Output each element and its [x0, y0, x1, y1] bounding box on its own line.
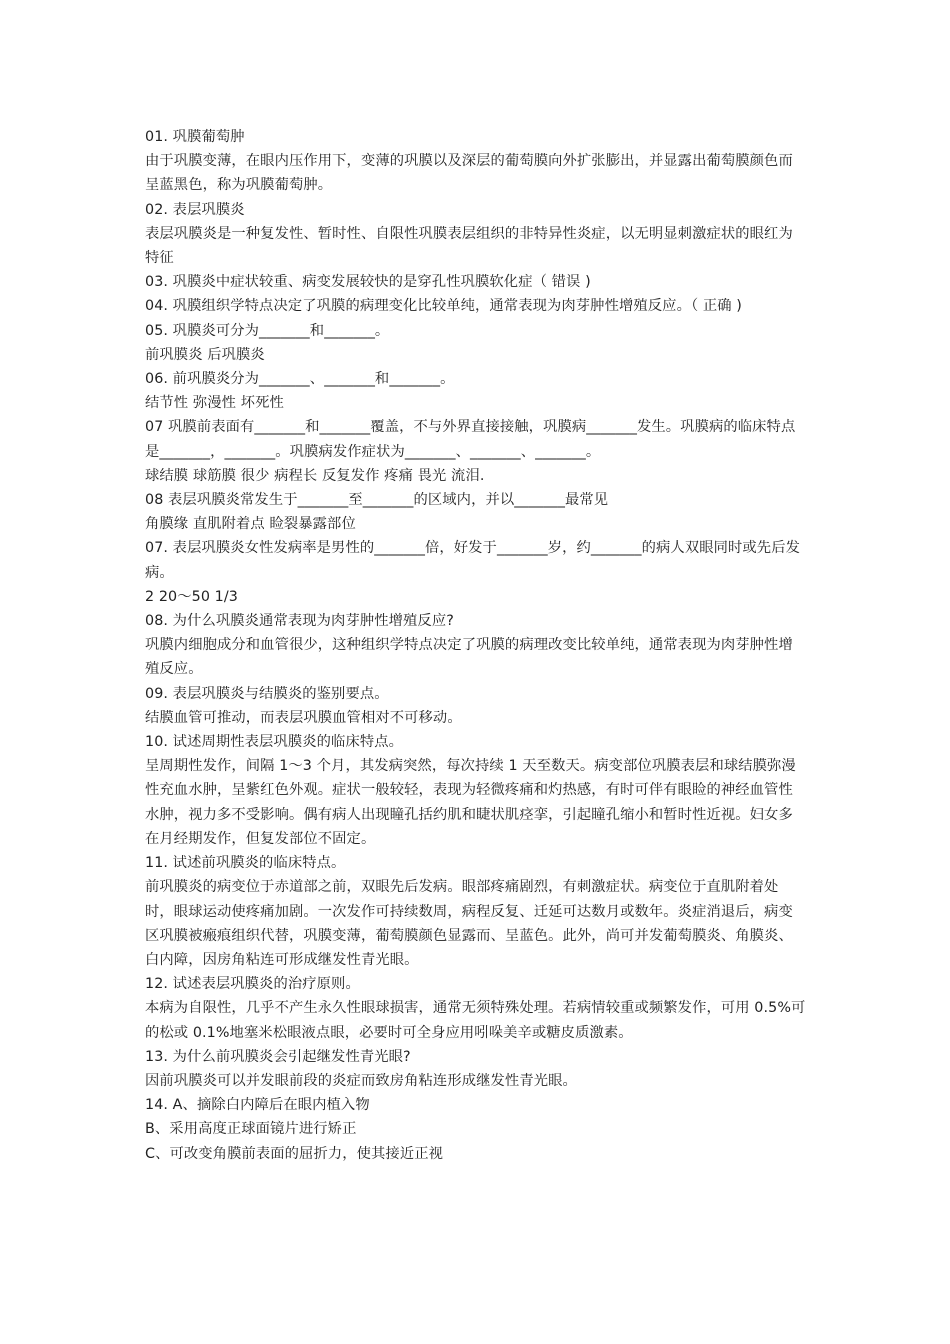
text-line: 13. 为什么前巩膜炎会引起继发性青光眼?	[145, 1048, 411, 1065]
text-line: 08. 为什么巩膜炎通常表现为肉芽肿性增殖反应?	[145, 613, 454, 630]
text-line: 08 表层巩膜炎常发生于_______至_______的区域内，并以_______最常见	[145, 492, 609, 509]
text-line: C、可改变角膜前表面的屈折力，使其接近正视	[145, 1145, 444, 1162]
text-line: 14. A、摘除白内障后在眼内植入物	[145, 1097, 370, 1114]
text-line: 05. 巩膜炎可分为_______和_______。	[145, 322, 390, 339]
document-body	[145, 125, 807, 1166]
text-line: 10. 试述周期性表层巩膜炎的临床特点。	[145, 734, 404, 751]
text-line: 09. 表层巩膜炎与结膜炎的鉴别要点。	[145, 685, 389, 702]
text-line: 04. 巩膜组织学特点决定了巩膜的病理变化比较单纯，通常表现为肉芽肿性增殖反应。（ 正确 )	[145, 298, 742, 315]
text-line: 结膜血管可推动，而表层巩膜血管相对不可移动。	[145, 709, 462, 726]
text-line: 因前巩膜炎可以并发眼前段的炎症而致房角粘连形成继发性青光眼。	[145, 1072, 577, 1089]
text-line: 结节性 弥漫性 坏死性	[145, 395, 284, 412]
text-line: 前巩膜炎 后巩膜炎	[145, 346, 265, 363]
text-line: 02. 表层巩膜炎	[145, 201, 245, 218]
text-line: 表层巩膜炎是一种复发性、暂时性、自限性巩膜表层组织的非特异性炎症，以无明显刺激症状的眼红为特征	[145, 225, 793, 267]
text-line: 本病为自限性，几乎不产生永久性眼球损害，通常无须特殊处理。若病情较重或频繁发作，可用 0.5%可的松或 0.1%地塞米松眼液点眼，必要时可全身应用吲哚美辛或糖皮质激素。	[145, 1000, 806, 1041]
text-line: 06. 前巩膜炎分为_______、_______和_______。	[145, 371, 455, 388]
text-line: 巩膜内细胞成分和血管很少，这种组织学特点决定了巩膜的病理改变比较单纯，通常表现为肉芽肿性增殖反应。	[145, 637, 793, 678]
text-line: 07. 表层巩膜炎女性发病率是男性的_______倍，好发于_______岁，约_______的病人双眼同时或先后发病。	[145, 540, 800, 581]
text-line: 角膜缘 直肌附着点 睑裂暴露部位	[145, 516, 356, 533]
text-line: 12. 试述表层巩膜炎的治疗原则。	[145, 976, 360, 993]
text-line: 11. 试述前巩膜炎的临床特点。	[145, 855, 346, 872]
text-line: 由于巩膜变薄，在眼内压作用下，变薄的巩膜以及深层的葡萄膜向外扩张膨出，并显露出葡萄膜颜色而呈蓝黑色，称为巩膜葡萄肿。	[145, 153, 793, 194]
text-line: 01. 巩膜葡萄肿	[145, 129, 245, 145]
text-line: 03. 巩膜炎中症状较重、病变发展较快的是穿孔性巩膜软化症（ 错误 )	[145, 274, 591, 291]
text-line: 前巩膜炎的病变位于赤道部之前，双眼先后发病。眼部疼痛剧烈，有刺激症状。病变位于直肌附着处时，眼球运动使疼痛加剧。一次发作可持续数周，病程反复、迁延可达数月或数年。炎症消退后，病变区巩膜被瘢痕组织代替，巩膜变薄，葡萄膜颜色显露而、呈蓝色。此外，尚可并发葡萄膜炎、角膜炎、白内障，因房角粘连可形成继发性青光眼。	[145, 879, 793, 968]
text-line: 呈周期性发作，间隔 1～3 个月，其发病突然，每次持续 1 天至数天。病变部位巩膜表层和球结膜弥漫性充血水肿，呈紫红色外观。症状一般较轻，表现为轻微疼痛和灼热感，有时可伴有眼睑的神经血管性水肿，视力多不受影响。偶有病人出现瞳孔括约肌和睫状肌痉挛，引起瞳孔缩小和暂时性近视。妇女多在月经期发作，但复发部位不固定。	[145, 758, 796, 847]
text-line: 07 巩膜前表面有_______和_______覆盖，不与外界直接接触，巩膜病_______发生。巩膜病的临床特点是_______，_______。巩膜病发作症状为_______、_______、_______。	[145, 419, 796, 460]
text-line: 球结膜 球筋膜 很少 病程长 反复发作 疼痛 畏光 流泪.	[145, 467, 485, 484]
text-line: B、采用高度正球面镜片进行矫正	[145, 1121, 357, 1138]
text-line: 2 20～50 1/3	[145, 588, 238, 605]
